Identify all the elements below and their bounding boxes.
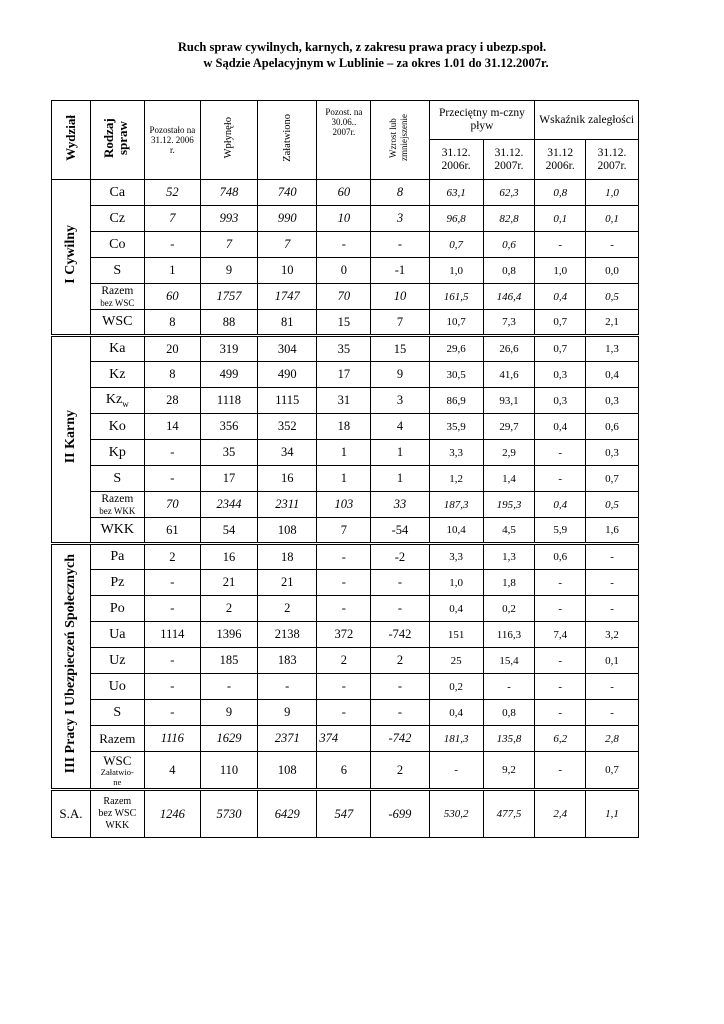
table-row (52, 388, 639, 414)
cell: 2,1 (586, 310, 639, 336)
header-plyw-2007: 31.12. 2007r. (483, 140, 535, 180)
table-row (52, 258, 639, 284)
row-kind: Cz (90, 206, 144, 232)
cell: - (317, 232, 371, 258)
cell: - (258, 674, 317, 700)
cell: - (317, 544, 371, 570)
cell: - (586, 570, 639, 596)
cell: 374 (317, 726, 371, 752)
cell: 6,2 (535, 726, 586, 752)
cell: 16 (200, 544, 257, 570)
cell: 31 (317, 388, 371, 414)
cell: 748 (200, 180, 257, 206)
section-civil: I Cywilny (52, 180, 91, 336)
cell: 0,7 (429, 232, 483, 258)
cell: -2 (371, 544, 429, 570)
table-row (52, 648, 639, 674)
row-kind: Razem (90, 726, 144, 752)
cell: 4 (371, 414, 429, 440)
cell: 7 (144, 206, 200, 232)
cell: 60 (317, 180, 371, 206)
document-title-line-1: Ruch spraw cywilnych, karnych, z zakresu prawa pracy i ubezp.społ. (177, 40, 547, 54)
cell: 352 (258, 414, 317, 440)
cell: - (144, 232, 200, 258)
cell: 9 (200, 258, 257, 284)
cell: 0,4 (429, 700, 483, 726)
table-row (52, 284, 639, 310)
cell: 990 (258, 206, 317, 232)
cell: 181,3 (429, 726, 483, 752)
cell: 61 (144, 518, 200, 544)
cell: - (371, 232, 429, 258)
cell: 0,3 (586, 388, 639, 414)
cell: 86,9 (429, 388, 483, 414)
header-wydzial: Wydział (52, 101, 91, 180)
cell: 8 (144, 362, 200, 388)
cell: 547 (317, 790, 371, 838)
row-kind: Razem bez WKK (90, 492, 144, 518)
cell: 1,4 (483, 466, 535, 492)
cell: 0,8 (535, 180, 586, 206)
cell: 9 (200, 700, 257, 726)
cell: 7,4 (535, 622, 586, 648)
cell: 1396 (200, 622, 257, 648)
table-row (52, 362, 639, 388)
table-row (52, 206, 639, 232)
cell: 1,2 (429, 466, 483, 492)
cell: 26,6 (483, 336, 535, 362)
cell: 10 (258, 258, 317, 284)
cell: 1,3 (586, 336, 639, 362)
cell: 185 (200, 648, 257, 674)
section-sa: S.A. (52, 790, 91, 838)
row-kind: Ca (90, 180, 144, 206)
cell: 96,8 (429, 206, 483, 232)
cell: 0,3 (535, 362, 586, 388)
document-title-line-2: w Sądzie Apelacyjnym w Lublinie – za okres 1.01 do 31.12.2007r. (203, 56, 549, 70)
cell: 17 (200, 466, 257, 492)
cell: 0,5 (586, 492, 639, 518)
table-row (52, 622, 639, 648)
header-wplynelo: Wpłynęło (200, 101, 257, 180)
table-row (52, 518, 639, 544)
cell: 116,3 (483, 622, 535, 648)
cell: 15,4 (483, 648, 535, 674)
cell: -1 (371, 258, 429, 284)
cell: 0,4 (535, 414, 586, 440)
cell: 1 (317, 440, 371, 466)
cell: - (144, 648, 200, 674)
cell: 0,1 (586, 206, 639, 232)
cell: 356 (200, 414, 257, 440)
cell: 8 (144, 310, 200, 336)
cell: - (317, 570, 371, 596)
cell: 21 (200, 570, 257, 596)
cell: - (371, 674, 429, 700)
cell: 3,2 (586, 622, 639, 648)
cell: 2138 (258, 622, 317, 648)
cell: 0,3 (586, 440, 639, 466)
table-row (52, 310, 639, 336)
header-wskaznik-zaleglosci: Wskaźnik zaległości (535, 101, 639, 140)
table-row (52, 440, 639, 466)
cell: 16 (258, 466, 317, 492)
cell: 0,4 (535, 284, 586, 310)
cell: 60 (144, 284, 200, 310)
cell: 3 (371, 206, 429, 232)
cell: - (144, 570, 200, 596)
cell: - (586, 700, 639, 726)
cell: 135,8 (483, 726, 535, 752)
cell: 30,5 (429, 362, 483, 388)
cell: 1 (144, 258, 200, 284)
cell: - (371, 700, 429, 726)
cell: 52 (144, 180, 200, 206)
cell: 108 (258, 752, 317, 790)
cell: 2 (144, 544, 200, 570)
cell: 0,4 (535, 492, 586, 518)
cell: 0,3 (535, 388, 586, 414)
cell: 93,1 (483, 388, 535, 414)
cell: 7 (371, 310, 429, 336)
cell: 0,8 (483, 258, 535, 284)
table-row (52, 674, 639, 700)
cell: 15 (371, 336, 429, 362)
cell: 0,7 (586, 752, 639, 790)
cell: 1 (317, 466, 371, 492)
section-criminal: II Karny (52, 336, 91, 544)
cell: 0 (317, 258, 371, 284)
cell: 88 (200, 310, 257, 336)
cell: 2 (258, 596, 317, 622)
cell: 35,9 (429, 414, 483, 440)
cell: 1629 (200, 726, 257, 752)
cell: - (586, 544, 639, 570)
cell: - (144, 700, 200, 726)
row-kind: Kp (90, 440, 144, 466)
cell: -54 (371, 518, 429, 544)
cell: - (317, 674, 371, 700)
cell: - (371, 596, 429, 622)
header-zalatwiono: Załatwiono (258, 101, 317, 180)
cell: 5,9 (535, 518, 586, 544)
cell: 0,0 (586, 258, 639, 284)
row-kind: Ka (90, 336, 144, 362)
cell: 1,6 (586, 518, 639, 544)
cell: 1,0 (429, 570, 483, 596)
cell: 7,3 (483, 310, 535, 336)
header-pozost-3006: Pozost. na 30.06.. 2007r. (317, 101, 371, 180)
cell: 63,1 (429, 180, 483, 206)
cell: 0,6 (586, 414, 639, 440)
cell: 740 (258, 180, 317, 206)
cell: 1115 (258, 388, 317, 414)
row-kind: S (90, 258, 144, 284)
cell: 1 (371, 440, 429, 466)
cell: 4 (144, 752, 200, 790)
cell: -699 (371, 790, 429, 838)
cell: 0,6 (483, 232, 535, 258)
cell: 3,3 (429, 544, 483, 570)
cell: - (200, 674, 257, 700)
cell: 2371 (258, 726, 317, 752)
table-row (52, 466, 639, 492)
cell: - (535, 700, 586, 726)
cell: 29,6 (429, 336, 483, 362)
cell: 1,3 (483, 544, 535, 570)
cell: 8 (371, 180, 429, 206)
cell: 2 (317, 648, 371, 674)
cell: 146,4 (483, 284, 535, 310)
cell: - (535, 570, 586, 596)
cell: - (144, 596, 200, 622)
cell: 4,5 (483, 518, 535, 544)
cell: 7 (317, 518, 371, 544)
row-kind: Uo (90, 674, 144, 700)
header-rodzaj: Rodzaj spraw (90, 101, 144, 180)
row-kind: WSC Załatwio-ne (90, 752, 144, 790)
cell: 62,3 (483, 180, 535, 206)
cell: 9,2 (483, 752, 535, 790)
cell: 20 (144, 336, 200, 362)
cell: 10,4 (429, 518, 483, 544)
cell: 0,7 (586, 466, 639, 492)
cell: 3,3 (429, 440, 483, 466)
cell: 34 (258, 440, 317, 466)
cell: 490 (258, 362, 317, 388)
row-kind: $Kz_w$ (90, 388, 144, 414)
header-wskaznik-2007: 31.12. 2007r. (586, 140, 639, 180)
row-kind: S (90, 700, 144, 726)
header-przecietny-plyw: Przeciętny m-czny pływ (429, 101, 535, 140)
cell: 18 (258, 544, 317, 570)
cell: - (586, 674, 639, 700)
cell: 17 (317, 362, 371, 388)
cell: 21 (258, 570, 317, 596)
table-row (52, 232, 639, 258)
cell: - (144, 674, 200, 700)
cell: - (535, 752, 586, 790)
cell: - (535, 440, 586, 466)
cell: - (535, 466, 586, 492)
cell: 70 (144, 492, 200, 518)
cell: 5730 (200, 790, 257, 838)
cell: -742 (371, 726, 429, 752)
cell: 7 (258, 232, 317, 258)
row-kind: Ko (90, 414, 144, 440)
table-row (52, 492, 639, 518)
row-kind: Po (90, 596, 144, 622)
cell: 10 (371, 284, 429, 310)
cell: 1,0 (586, 180, 639, 206)
row-kind: Razem bez WSC WKK (90, 790, 144, 838)
header-pozostalo: Pozostało na 31.12. 2006 r. (144, 101, 200, 180)
cell: 0,7 (535, 336, 586, 362)
cell: 3 (371, 388, 429, 414)
cell: 183 (258, 648, 317, 674)
row-kind: Pa (90, 544, 144, 570)
cell: 1,0 (429, 258, 483, 284)
table-row (52, 596, 639, 622)
table-row (52, 544, 639, 570)
table-row (52, 700, 639, 726)
case-flow-table (51, 100, 639, 838)
cell: 1757 (200, 284, 257, 310)
cell: 1114 (144, 622, 200, 648)
cell: 0,1 (586, 648, 639, 674)
cell: 103 (317, 492, 371, 518)
row-kind: Uz (90, 648, 144, 674)
cell: - (586, 232, 639, 258)
cell: 151 (429, 622, 483, 648)
header-wzrost: Wzrost lub zmniejszenie (371, 101, 429, 180)
cell: 2 (371, 752, 429, 790)
cell: 35 (200, 440, 257, 466)
cell: 1,8 (483, 570, 535, 596)
cell: - (586, 596, 639, 622)
cell: 0,7 (535, 310, 586, 336)
cell: 2 (200, 596, 257, 622)
cell: - (144, 440, 200, 466)
cell: 10 (317, 206, 371, 232)
cell: 25 (429, 648, 483, 674)
cell: 108 (258, 518, 317, 544)
cell: - (317, 596, 371, 622)
cell: 1,1 (586, 790, 639, 838)
cell: 161,5 (429, 284, 483, 310)
cell: 9 (258, 700, 317, 726)
cell: 0,8 (483, 700, 535, 726)
cell: - (535, 596, 586, 622)
cell: - (535, 674, 586, 700)
cell: 1747 (258, 284, 317, 310)
row-kind: Ua (90, 622, 144, 648)
cell: 54 (200, 518, 257, 544)
cell: 1116 (144, 726, 200, 752)
cell: - (429, 752, 483, 790)
row-kind: Pz (90, 570, 144, 596)
cell: 0,2 (483, 596, 535, 622)
cell: 81 (258, 310, 317, 336)
cell: 2,4 (535, 790, 586, 838)
cell: 10,7 (429, 310, 483, 336)
cell: - (144, 466, 200, 492)
cell: 28 (144, 388, 200, 414)
cell: - (317, 700, 371, 726)
cell: 7 (200, 232, 257, 258)
cell: 2,9 (483, 440, 535, 466)
table-row-total (52, 790, 639, 838)
section-labor: III Pracy I Ubezpieczeń Społecznych (52, 544, 91, 790)
cell: 15 (317, 310, 371, 336)
cell: 195,3 (483, 492, 535, 518)
row-kind: S (90, 466, 144, 492)
cell: 6429 (258, 790, 317, 838)
cell: 35 (317, 336, 371, 362)
cell: 0,4 (586, 362, 639, 388)
cell: - (483, 674, 535, 700)
cell: 499 (200, 362, 257, 388)
cell: 33 (371, 492, 429, 518)
cell: - (535, 232, 586, 258)
row-kind: Razem bez WSC (90, 284, 144, 310)
cell: 304 (258, 336, 317, 362)
cell: 2311 (258, 492, 317, 518)
table-row (52, 336, 639, 362)
cell: 1246 (144, 790, 200, 838)
cell: 0,4 (429, 596, 483, 622)
cell: 2 (371, 648, 429, 674)
header-plyw-2006: 31.12. 2006r. (429, 140, 483, 180)
table-row (52, 726, 639, 752)
cell: 0,5 (586, 284, 639, 310)
cell: 0,1 (535, 206, 586, 232)
cell: - (371, 570, 429, 596)
cell: 187,3 (429, 492, 483, 518)
table-row (52, 180, 639, 206)
cell: - (535, 648, 586, 674)
cell: 41,6 (483, 362, 535, 388)
cell: 82,8 (483, 206, 535, 232)
cell: 70 (317, 284, 371, 310)
cell: 1118 (200, 388, 257, 414)
row-kind: WSC (90, 310, 144, 336)
row-kind: WKK (90, 518, 144, 544)
cell: 1,0 (535, 258, 586, 284)
cell: 372 (317, 622, 371, 648)
cell: 110 (200, 752, 257, 790)
cell: 993 (200, 206, 257, 232)
row-kind: Co (90, 232, 144, 258)
table-row (52, 752, 639, 790)
table-row (52, 570, 639, 596)
cell: 0,6 (535, 544, 586, 570)
table-row (52, 414, 639, 440)
cell: 530,2 (429, 790, 483, 838)
cell: 477,5 (483, 790, 535, 838)
cell: 6 (317, 752, 371, 790)
cell: 2,8 (586, 726, 639, 752)
cell: 1 (371, 466, 429, 492)
header-wskaznik-2006: 31.12 2006r. (535, 140, 586, 180)
row-kind: Kz (90, 362, 144, 388)
cell: 29,7 (483, 414, 535, 440)
cell: 14 (144, 414, 200, 440)
cell: 2344 (200, 492, 257, 518)
cell: 319 (200, 336, 257, 362)
cell: 18 (317, 414, 371, 440)
cell: 0,2 (429, 674, 483, 700)
cell: -742 (371, 622, 429, 648)
cell: 9 (371, 362, 429, 388)
